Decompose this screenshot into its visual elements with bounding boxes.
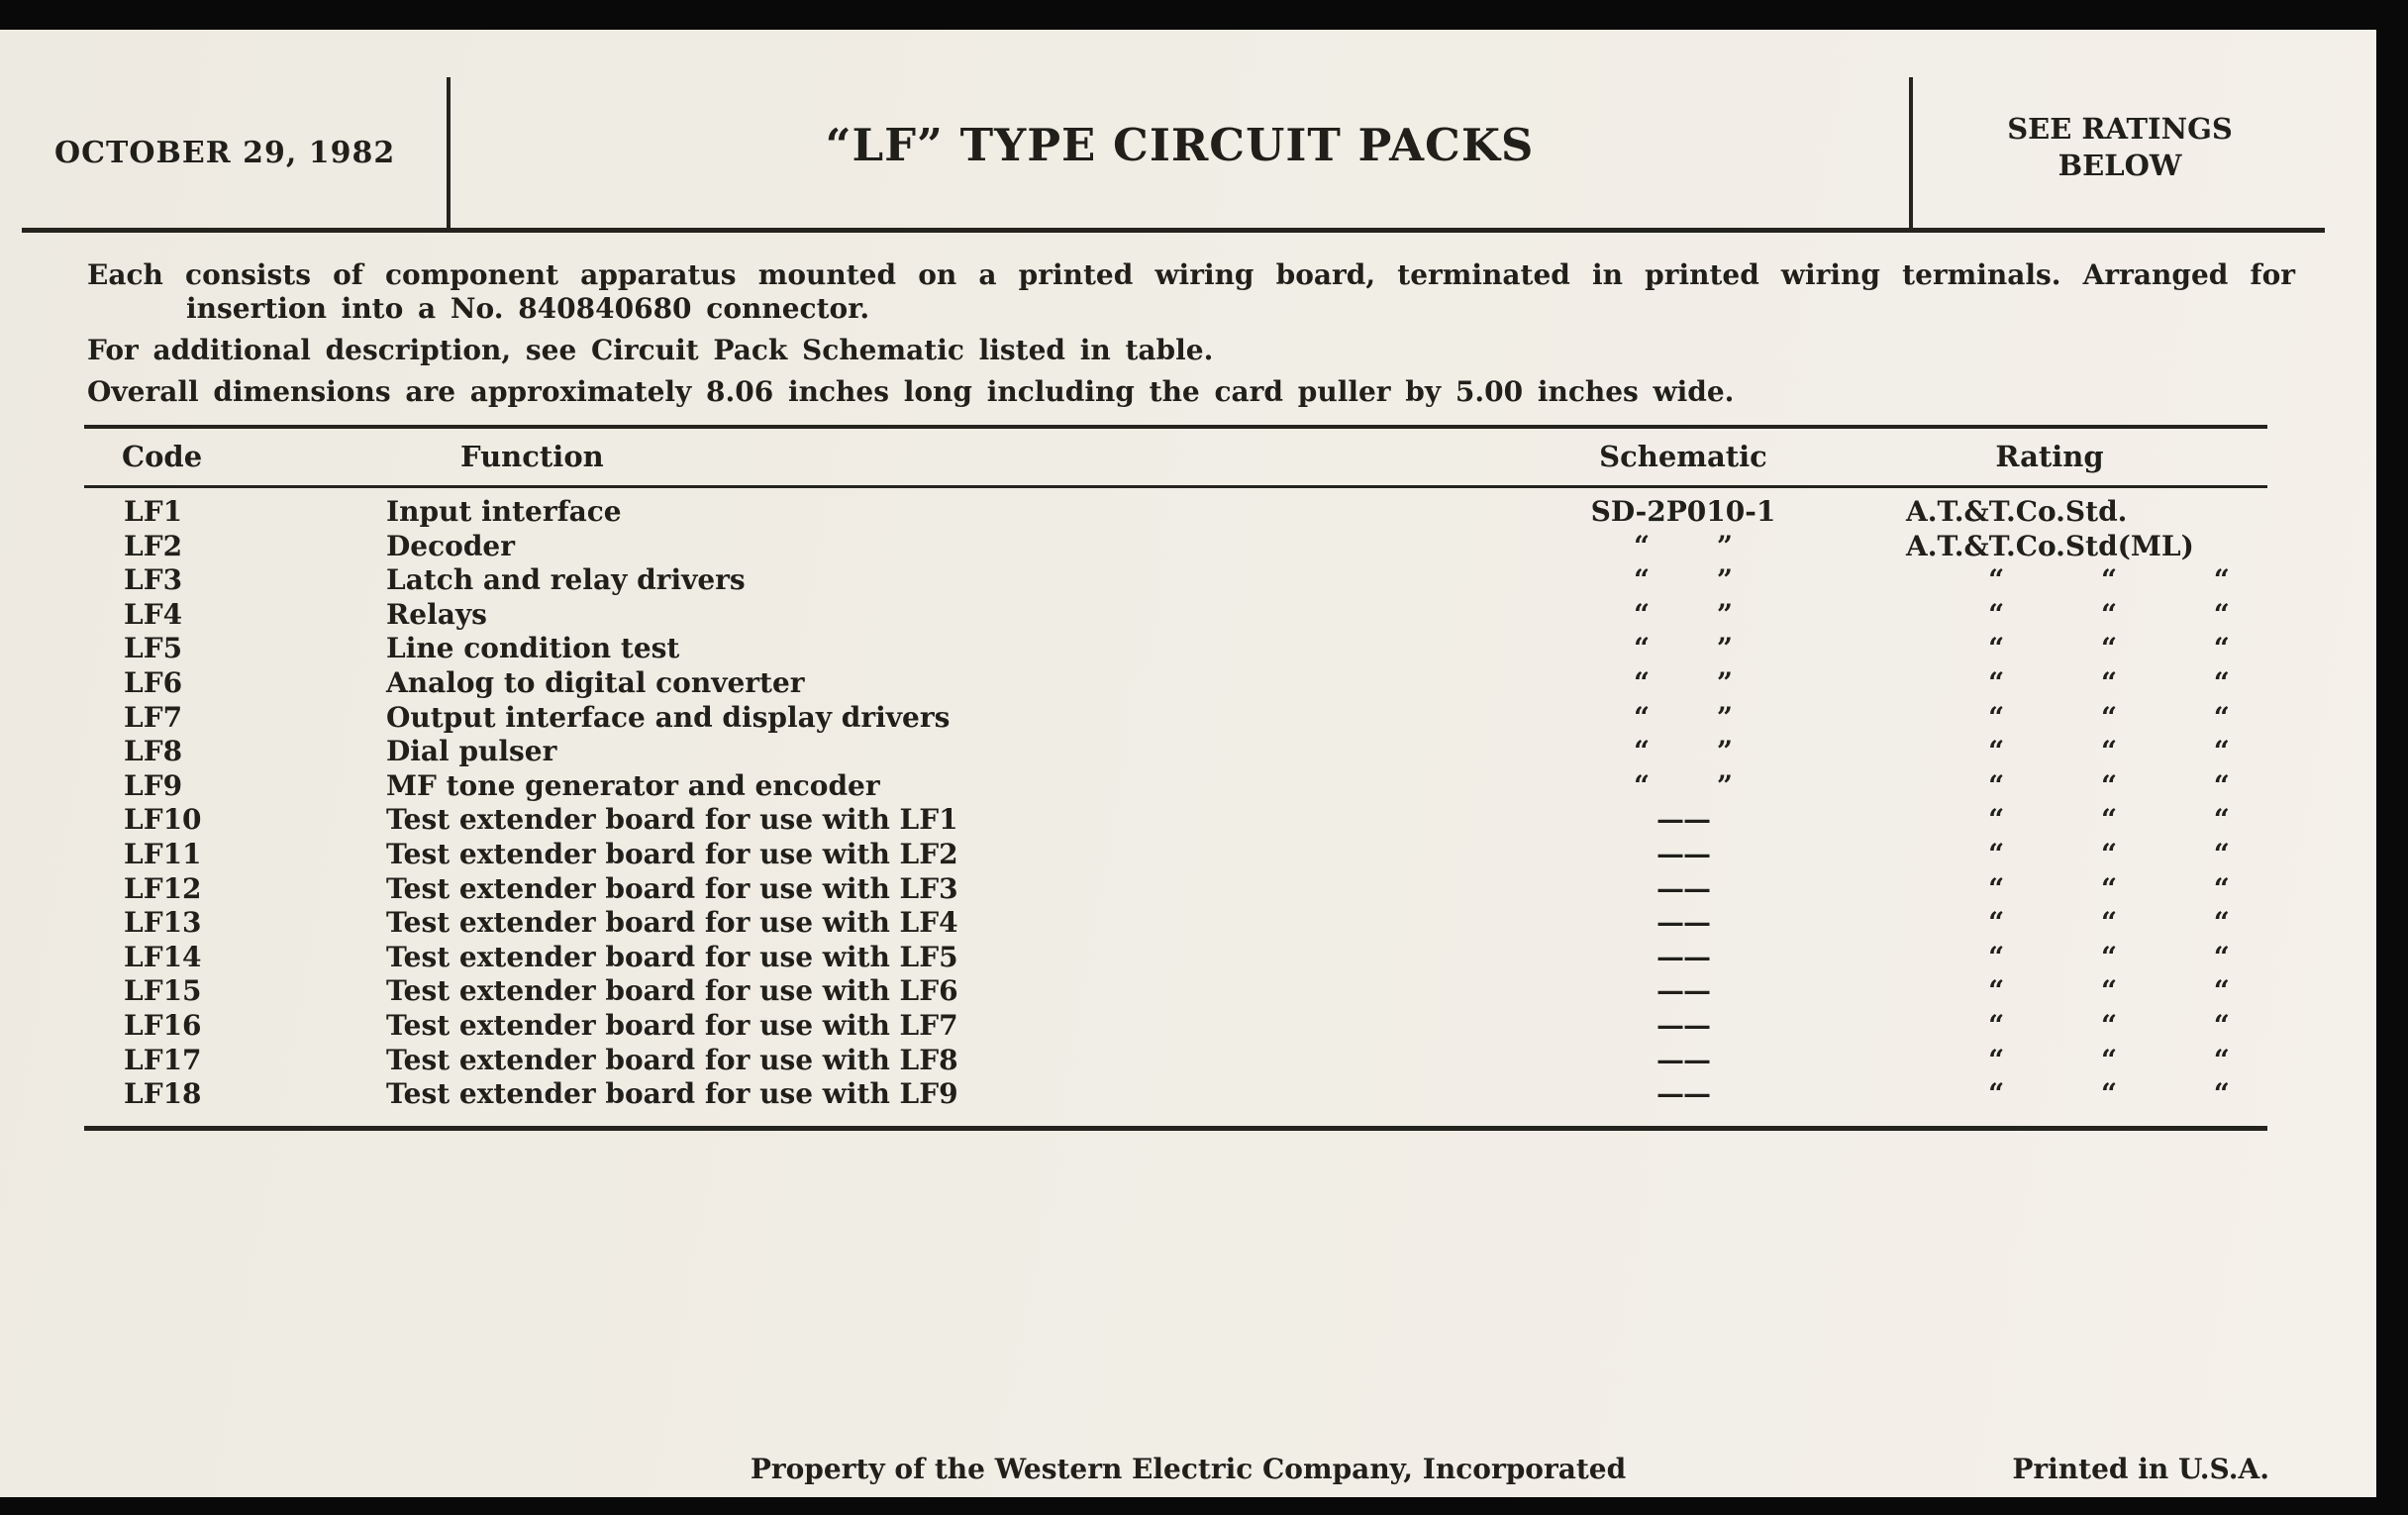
cell-function: Latch and relay drivers [386,563,746,597]
cell-code: LF11 [124,837,202,870]
cell-code: LF12 [124,871,202,905]
cell-rating: “ “ “ [1988,632,2230,665]
page-title: “LF” TYPE CIRCUIT PACKS [825,118,1535,171]
cell-function: Decoder [386,529,515,562]
cell-schematic: —— [1656,1008,1710,1042]
description-paragraph-2: For additional description, see Circuit Pack Schematic listed in table. [87,334,1214,366]
cell-schematic: “ ” [1634,700,1733,734]
cell-schematic: —— [1656,803,1710,837]
header-horizontal-rule [22,228,2325,233]
table-row [84,941,2267,975]
cell-code: LF17 [124,1043,202,1076]
cell-rating: “ “ “ [1988,837,2230,870]
cell-rating: “ “ “ [1988,735,2230,768]
table-row [84,906,2267,941]
column-header-function: Function [460,440,604,473]
cell-code: LF3 [124,563,183,597]
cell-function: Test extender board for use with LF2 [386,837,958,870]
cell-code: LF13 [124,906,202,940]
cell-schematic: “ ” [1634,735,1733,768]
cell-code: LF14 [124,940,202,973]
cell-function: Analog to digital converter [386,665,805,699]
cell-code: LF6 [124,665,183,699]
table-row [84,701,2267,736]
cell-schematic: “ ” [1634,632,1733,665]
cell-schematic: SD-2P010-1 [1590,495,1776,528]
column-header-rating: Rating [1995,440,2104,473]
cell-function: Test extender board for use with LF1 [386,803,958,837]
document-header [0,77,2376,228]
description-paragraph-3: Overall dimensions are approximately 8.06 inches long including the card puller by 5.00 inches wide. [87,375,1735,408]
header-title-cell [451,77,1909,228]
header-date-cell [0,77,451,228]
cell-code: LF2 [124,529,183,562]
cell-schematic: —— [1656,837,1710,870]
cell-rating: “ “ “ [1988,597,2230,631]
column-header-schematic: Schematic [1599,440,1767,473]
cell-schematic: “ ” [1634,597,1733,631]
cell-rating: “ “ “ [1988,1008,2230,1042]
cell-function: Line condition test [386,632,680,665]
column-header-code: Code [122,440,203,473]
table-row [84,803,2267,838]
cell-rating: “ “ “ [1988,940,2230,973]
table-row [84,1044,2267,1078]
cell-rating: “ “ “ [1988,803,2230,837]
description-block [87,258,2295,409]
cell-rating: “ “ “ [1988,871,2230,905]
table-row [84,1009,2267,1044]
table-row [84,1077,2267,1112]
table-body [84,488,2267,1126]
issue-date: OCTOBER 29, 1982 [54,135,396,170]
cell-code: LF15 [124,974,202,1008]
cell-rating: “ “ “ [1988,1043,2230,1076]
cell-code: LF16 [124,1008,202,1042]
cell-schematic: “ ” [1634,665,1733,699]
table-row [84,495,2267,530]
cell-function: Relays [386,597,487,631]
cell-rating: A.T.&T.Co.Std(ML) [1906,529,2194,562]
description-paragraph-1: Each consists of component apparatus mounted on a printed wiring board, terminated in printed wiring terminals. Arranged for insertion into a No. 840840680 connector. [87,258,2295,325]
cell-schematic: —— [1656,1043,1710,1076]
cell-rating: “ “ “ [1988,563,2230,597]
property-note: Property of the Western Electric Company, Incorporated [750,1453,1627,1485]
cell-code: LF10 [124,803,202,837]
cell-function: Dial pulser [386,735,557,768]
cell-function: Test extender board for use with LF4 [386,906,958,940]
scanned-document-page [0,30,2376,1497]
cell-code: LF5 [124,632,183,665]
ratings-note-line-1: SEE RATINGS [2007,112,2233,146]
printed-in-note: Printed in U.S.A. [2012,1453,2269,1485]
table-header-row [84,429,2267,488]
header-ratings-cell [1909,77,2376,228]
cell-code: LF8 [124,735,183,768]
cell-code: LF9 [124,768,183,802]
cell-schematic: “ ” [1634,529,1733,562]
cell-function: Test extender board for use with LF3 [386,871,958,905]
cell-code: LF1 [124,495,183,528]
cell-function: Test extender board for use with LF8 [386,1043,958,1076]
cell-function: MF tone generator and encoder [386,768,880,802]
cell-schematic: —— [1656,871,1710,905]
cell-schematic: —— [1656,1077,1710,1111]
cell-function: Input interface [386,495,622,528]
cell-function: Test extender board for use with LF6 [386,974,958,1008]
cell-rating: “ “ “ [1988,974,2230,1008]
cell-function: Test extender board for use with LF7 [386,1008,958,1042]
cell-code: LF4 [124,597,183,631]
cell-function: Test extender board for use with LF5 [386,940,958,973]
cell-rating: “ “ “ [1988,700,2230,734]
table-row [84,563,2267,598]
ratings-note-line-2: BELOW [2057,149,2182,182]
cell-schematic: “ ” [1634,768,1733,802]
table-row [84,666,2267,701]
table-row [84,530,2267,564]
cell-schematic: —— [1656,906,1710,940]
table-row [84,769,2267,804]
cell-rating: “ “ “ [1988,906,2230,940]
cell-rating: “ “ “ [1988,665,2230,699]
cell-schematic: “ ” [1634,563,1733,597]
cell-function: Test extender board for use with LF9 [386,1077,958,1111]
cell-code: LF18 [124,1077,202,1111]
table-row [84,632,2267,666]
circuit-pack-table [84,425,2267,1131]
cell-function: Output interface and display drivers [386,700,951,734]
cell-code: LF7 [124,700,183,734]
cell-schematic: —— [1656,940,1710,973]
cell-rating: “ “ “ [1988,768,2230,802]
cell-rating: “ “ “ [1988,1077,2230,1111]
cell-rating: A.T.&T.Co.Std. [1906,495,2128,528]
table-row [84,974,2267,1009]
table-row [84,872,2267,907]
cell-schematic: —— [1656,974,1710,1008]
table-row [84,838,2267,872]
table-row [84,735,2267,769]
table-row [84,598,2267,633]
